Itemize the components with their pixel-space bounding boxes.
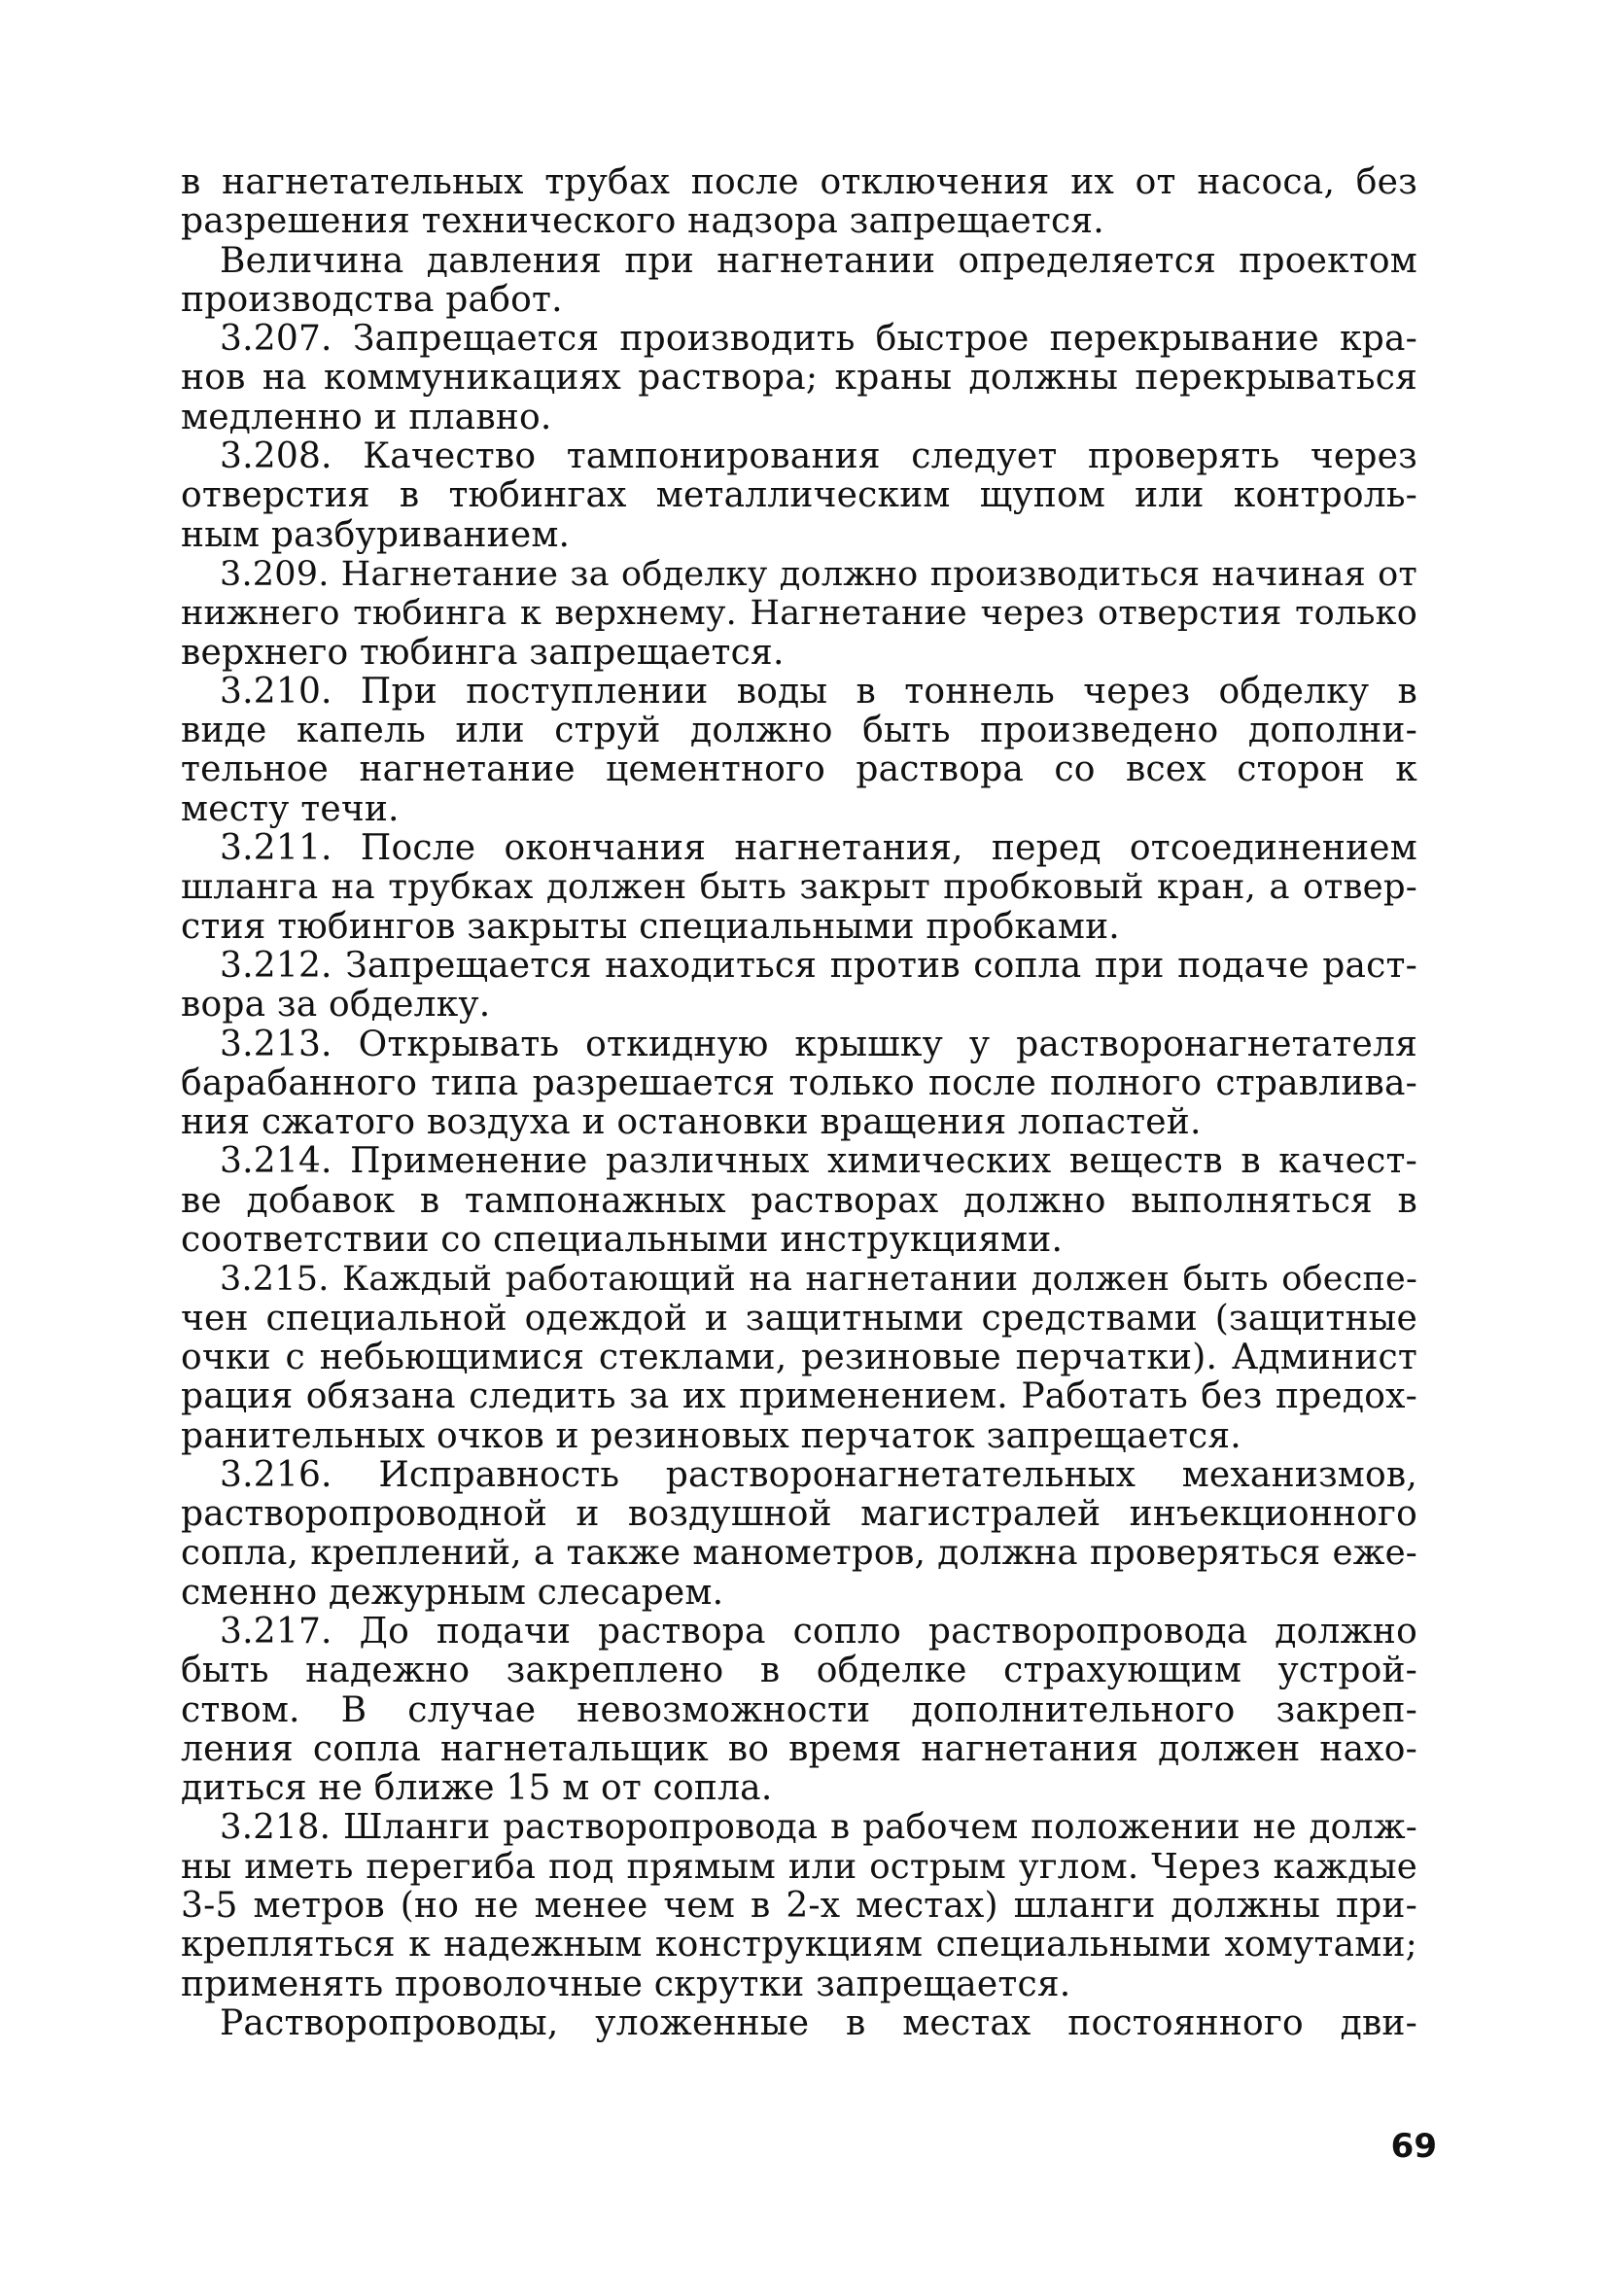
text-line: медленно и плавно. <box>181 397 552 437</box>
text-line: быть надежно закреплено в обделке страхующим устрой- <box>181 1651 1417 1691</box>
paragraph-3-218 <box>181 1808 1417 2003</box>
text-line: 3.207. Запрещается производить быстрое перекрывание кра- <box>220 319 1417 360</box>
text-line: отверстия в тюбингах металлическим щупом или контроль- <box>181 475 1417 516</box>
page-number: 69 <box>1390 2127 1437 2166</box>
text-line: растворопроводной и воздушной магистралей инъекционного <box>181 1494 1417 1535</box>
text-line: Величина давления при нагнетании определяется проектом <box>220 240 1417 281</box>
text-line: ния сжатого воздуха и остановки вращения лопастей. <box>181 1102 1202 1143</box>
paragraph-3-207 <box>181 320 1417 437</box>
text-line: 3.214. Применение различных химических веществ в качест- <box>220 1141 1417 1182</box>
text-line: очки с небьющимися стеклами, резиновые перчатки). Админист <box>181 1337 1417 1377</box>
page-body-text <box>181 163 1417 2043</box>
paragraph-3-217 <box>181 1613 1417 1808</box>
text-line: ления сопла нагнетальщик во время нагнетания должен нахо- <box>181 1728 1417 1769</box>
text-line: сменно дежурным слесарем. <box>181 1572 724 1613</box>
text-line: 3.218. Шланги растворопровода в рабочем положении не долж- <box>220 1807 1417 1848</box>
text-line: барабанного типа разрешается только после полного стравлива- <box>181 1062 1417 1103</box>
text-line: 3.217. До подачи раствора сопло растворопровода должно <box>220 1611 1417 1652</box>
text-line: виде капель или струй должно быть произведено дополни- <box>181 711 1417 751</box>
text-line: в нагнетательных трубах после отключения их от насоса, без <box>181 162 1417 202</box>
text-line: нов на коммуникациях раствора; краны должны перекрываться <box>181 358 1417 399</box>
paragraph-3-208 <box>181 437 1417 555</box>
paragraph-3-211 <box>181 829 1417 947</box>
text-line: сопла, креплений, а также манометров, должна проверяться еже- <box>181 1533 1417 1574</box>
paragraph-continuation <box>181 163 1417 242</box>
text-line: разрешения технического надзора запрещается. <box>181 201 1104 242</box>
text-line: 3.213. Открывать откидную крышку у растворонагнетателя <box>220 1024 1417 1064</box>
text-line: 3.211. После окончания нагнетания, перед отсоединением <box>220 828 1417 869</box>
text-line: нижнего тюбинга к верхнему. Нагнетание через отверстия только <box>181 594 1417 634</box>
paragraph-3-210 <box>181 673 1417 829</box>
text-line: крепляться к надежным конструкциям специальными хомутами; <box>181 1925 1417 1966</box>
text-line: производства работ. <box>181 279 563 320</box>
text-line: ством. В случае невозможности дополнительного закреп- <box>181 1689 1417 1730</box>
paragraph-3-215 <box>181 1260 1417 1455</box>
text-line: месту течи. <box>181 788 400 829</box>
text-line: применять проволочные скрутки запрещается. <box>181 1964 1071 2004</box>
text-line: стия тюбингов закрыты специальными пробками. <box>181 906 1120 947</box>
text-line: ным разбуриванием. <box>181 514 571 555</box>
text-line: 3.210. При поступлении воды в тоннель через обделку в <box>220 671 1417 712</box>
text-line: соответствии со специальными инструкциями. <box>181 1220 1064 1261</box>
text-line: верхнего тюбинга запрещается. <box>181 632 785 673</box>
text-line: 3.208. Качество тампонирования следует проверять через <box>220 436 1417 477</box>
text-line: 3.215. Каждый работающий на нагнетании должен быть обеспе- <box>220 1260 1417 1300</box>
paragraph-3-216 <box>181 1456 1417 1613</box>
text-line: шланга на трубках должен быть закрыт пробковый кран, а отвер- <box>181 867 1417 908</box>
text-line: вора за обделку. <box>181 985 491 1026</box>
text-line: ве добавок в тампонажных растворах должно выполняться в <box>181 1180 1417 1221</box>
text-line: тельное нагнетание цементного раствора со всех сторон к <box>181 749 1417 790</box>
text-line: 3.212. Запрещается находиться против сопла при подаче раст- <box>220 945 1417 986</box>
text-line: диться не ближе 15 м от сопла. <box>181 1768 773 1809</box>
paragraph-pressure <box>181 242 1417 321</box>
text-line: ны иметь перегиба под прямым или острым углом. Через каждые <box>181 1846 1417 1887</box>
text-line: 3-5 метров (но не менее чем в 2-х местах) шланги должны при- <box>181 1886 1417 1927</box>
paragraph-3-212 <box>181 947 1417 1026</box>
text-line: рация обязана следить за их применением. Работать без предох- <box>181 1376 1417 1417</box>
text-line: Растворопроводы, уложенные в местах постоянного дви- <box>220 2002 1417 2043</box>
text-line: 3.209. Нагнетание за обделку должно производиться начиная от <box>220 554 1417 594</box>
paragraph-3-214 <box>181 1142 1417 1260</box>
paragraph-pipelines <box>181 2004 1417 2043</box>
text-line: чен специальной одеждой и защитными средствами (защитные <box>181 1298 1417 1339</box>
text-line: ранительных очков и резиновых перчаток запрещается. <box>181 1415 1241 1456</box>
text-line: 3.216. Исправность растворонагнетательных механизмов, <box>220 1454 1417 1495</box>
paragraph-3-209 <box>181 555 1417 673</box>
paragraph-3-213 <box>181 1026 1417 1143</box>
